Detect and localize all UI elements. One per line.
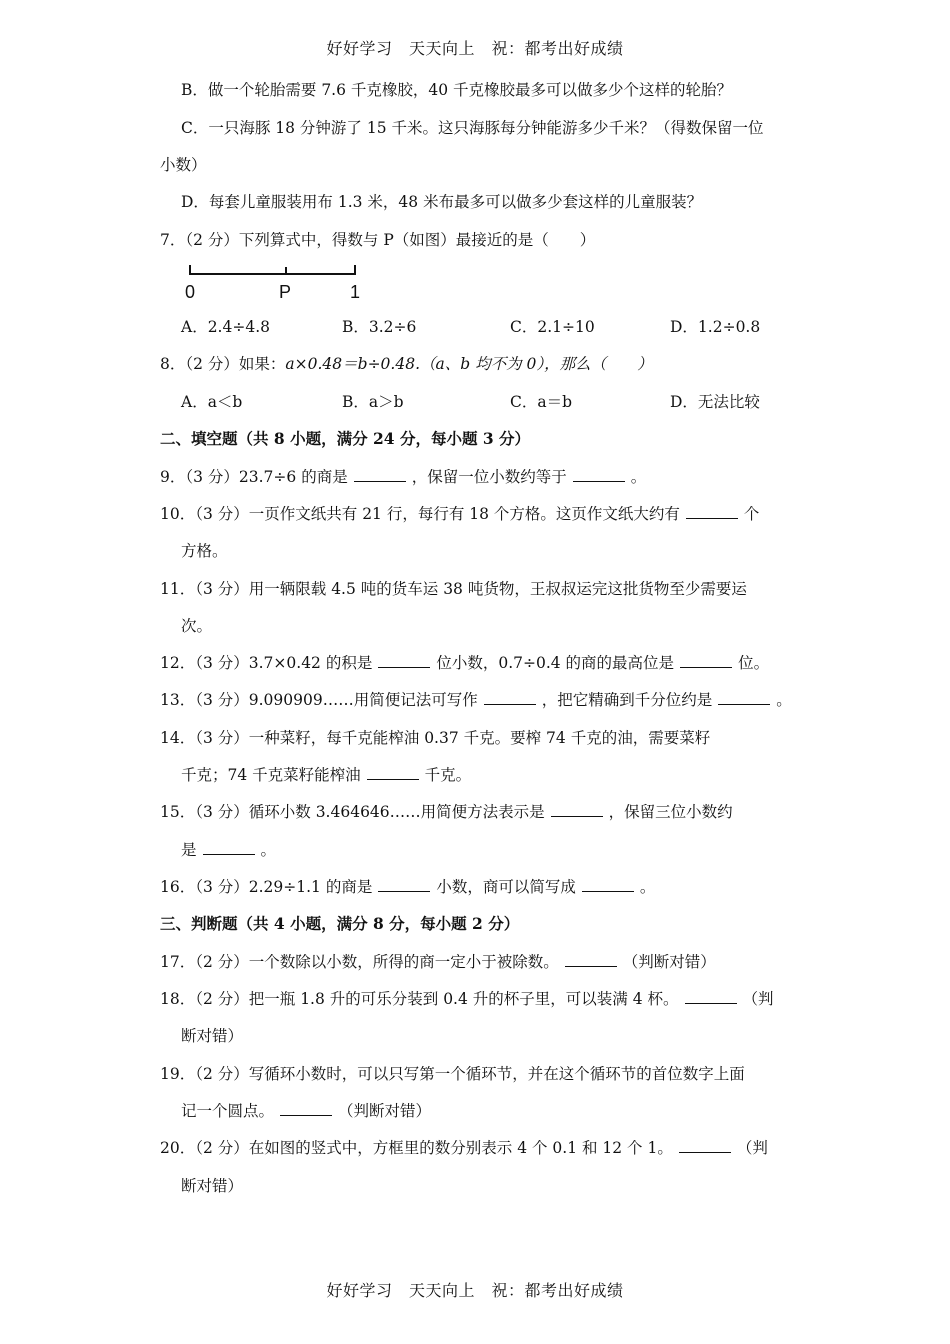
q8-option-b: B．a＞b xyxy=(342,393,404,411)
q11-text-a: 11．（3 分）用一辆限载 4.5 吨的货车运 38 吨货物，王叔叔运完这批货物至少需要运 xyxy=(160,580,747,598)
q9-blank-2[interactable] xyxy=(573,467,625,482)
q20 xyxy=(160,1137,768,1159)
q16-text-a: 16．（3 分）2.29÷1.1 的商是 xyxy=(160,878,373,896)
q17-blank[interactable] xyxy=(565,952,617,967)
q13-text-a: 13．（3 分）9.090909……用简便记法可写作 xyxy=(160,691,478,709)
q14-line2 xyxy=(181,764,471,786)
q20-text-a: 20．（2 分）在如图的竖式中，方框里的数分别表示 4 个 0.1 和 12 个 1。 xyxy=(160,1139,673,1157)
q14-text-a: 14．（3 分）一种菜籽，每千克能榨油 0.37 千克。要榨 74 千克的油，需要菜籽 xyxy=(160,729,711,747)
q8-option-d: D．无法比较 xyxy=(670,393,760,411)
q6-option-c-line2: 小数） xyxy=(160,156,207,174)
q20-text-b: （判 xyxy=(736,1139,768,1157)
q11-line2: 次。 xyxy=(181,617,213,635)
q9 xyxy=(160,466,646,488)
q14 xyxy=(160,727,710,749)
q12-text-c: 位。 xyxy=(738,654,770,672)
q7-option-a: A．2.4÷4.8 xyxy=(181,318,270,336)
q13-blank-2[interactable] xyxy=(718,690,770,705)
section-fill-in-title: 二、填空题（共 8 小题，满分 24 分，每小题 3 分） xyxy=(160,429,531,448)
q13-text-b: ，把它精确到千分位约是 xyxy=(541,691,713,709)
q14-text-c: 千克。 xyxy=(424,766,472,784)
q18-text-b: （判 xyxy=(742,990,774,1008)
q8-option-c: C．a＝b xyxy=(510,393,573,411)
q19-blank[interactable] xyxy=(280,1101,332,1116)
q9-text-b: ，保留一位小数约等于 xyxy=(411,468,567,486)
q14-text-b: 千克；74 千克菜籽能榨油 xyxy=(181,766,361,784)
q10 xyxy=(160,503,759,525)
q17-text-a: 17．（2 分）一个数除以小数，所得的商一定小于被除数。 xyxy=(160,953,559,971)
page-header: 好好学习 天天向上 祝：都考出好成绩 xyxy=(326,39,624,58)
q10-text-a: 10．（3 分）一页作文纸共有 21 行，每行有 18 个方格。这页作文纸大约有 xyxy=(160,505,680,523)
number-line-svg xyxy=(187,262,362,282)
q15-text-b: ，保留三位小数约 xyxy=(608,803,733,821)
q12 xyxy=(160,652,769,674)
q8-prefix: 8．（2 分）如果： xyxy=(160,355,286,373)
q18-text-a: 18．（2 分）把一瓶 1.8 升的可乐分装到 0.4 升的杯子里，可以装满 4 杯。 xyxy=(160,990,679,1008)
q9-text-c: 。 xyxy=(630,468,647,486)
q8-expression: a×0.48＝b÷0.48.（a、b 均不为 0），那么（ ） xyxy=(285,355,653,373)
q15-text-d: 。 xyxy=(260,841,277,859)
q14-blank[interactable] xyxy=(367,765,419,780)
q7-text: 7．（2 分）下列算式中，得数与 P（如图）最接近的是（ ） xyxy=(160,231,596,249)
q12-blank-1[interactable] xyxy=(378,653,430,668)
label-p: P xyxy=(279,282,292,302)
section-judgement-title: 三、判断题（共 4 小题，满分 8 分，每小题 2 分） xyxy=(160,914,520,933)
q16-text-c: 。 xyxy=(639,878,656,896)
q13-text-c: 。 xyxy=(776,691,792,709)
q10-blank[interactable] xyxy=(686,504,738,519)
q7-option-b: B．3.2÷6 xyxy=(342,318,417,336)
q15 xyxy=(160,801,733,823)
q19-text-c: （判断对错） xyxy=(338,1102,432,1120)
q18-blank[interactable] xyxy=(685,989,737,1004)
q9-blank-1[interactable] xyxy=(354,467,406,482)
number-line-figure xyxy=(187,262,362,306)
q17 xyxy=(160,951,716,973)
q19-text-b: 记一个圆点。 xyxy=(181,1102,275,1120)
q15-line2 xyxy=(181,839,276,861)
q16-blank-2[interactable] xyxy=(582,877,634,892)
q20-line2: 断对错） xyxy=(181,1177,244,1195)
q19-line2 xyxy=(181,1100,431,1122)
q7-option-c: C．2.1÷10 xyxy=(510,318,595,336)
q8-option-a: A．a＜b xyxy=(181,393,243,411)
q19-text-a: 19．（2 分）写循环小数时，可以只写第一个循环节，并在这个循环节的首位数字上面 xyxy=(160,1065,745,1083)
q12-blank-2[interactable] xyxy=(680,653,732,668)
q17-text-b: （判断对错） xyxy=(622,953,716,971)
q12-text-b: 位小数，0.7÷0.4 的商的最高位是 xyxy=(436,654,675,672)
q9-text-a: 9．（3 分）23.7÷6 的商是 xyxy=(160,468,348,486)
q13 xyxy=(160,689,792,711)
q11 xyxy=(160,578,747,600)
q15-blank-1[interactable] xyxy=(551,802,603,817)
q8-text xyxy=(160,353,653,375)
q10-text-b: 个 xyxy=(743,505,760,523)
q18 xyxy=(160,988,774,1010)
label-zero: 0 xyxy=(185,282,196,302)
q15-text-a: 15．（3 分）循环小数 3.464646……用简便方法表示是 xyxy=(160,803,545,821)
q6-option-c-line1: C．一只海豚 18 分钟游了 15 千米。这只海豚每分钟能游多少千米？（得数保留一位 xyxy=(181,119,764,137)
q16-blank-1[interactable] xyxy=(378,877,430,892)
q15-text-c: 是 xyxy=(181,841,197,859)
q16 xyxy=(160,876,655,898)
q10-line2: 方格。 xyxy=(181,542,228,560)
page-footer: 好好学习 天天向上 祝：都考出好成绩 xyxy=(326,1281,624,1300)
q19 xyxy=(160,1063,745,1085)
q6-option-b: B．做一个轮胎需要 7.6 千克橡胶，40 千克橡胶最多可以做多少个这样的轮胎？ xyxy=(181,81,733,99)
q16-text-b: 小数，商可以简写成 xyxy=(436,878,576,896)
q12-text-a: 12．（3 分）3.7×0.42 的积是 xyxy=(160,654,373,672)
label-one: 1 xyxy=(350,282,361,302)
q6-option-d: D．每套儿童服装用布 1.3 米，48 米布最多可以做多少套这样的儿童服装？ xyxy=(181,193,703,211)
q18-line2: 断对错） xyxy=(181,1027,244,1045)
q20-blank[interactable] xyxy=(679,1138,731,1153)
q13-blank-1[interactable] xyxy=(484,690,536,705)
q15-blank-2[interactable] xyxy=(203,840,255,855)
q7-option-d: D．1.2÷0.8 xyxy=(670,318,761,336)
